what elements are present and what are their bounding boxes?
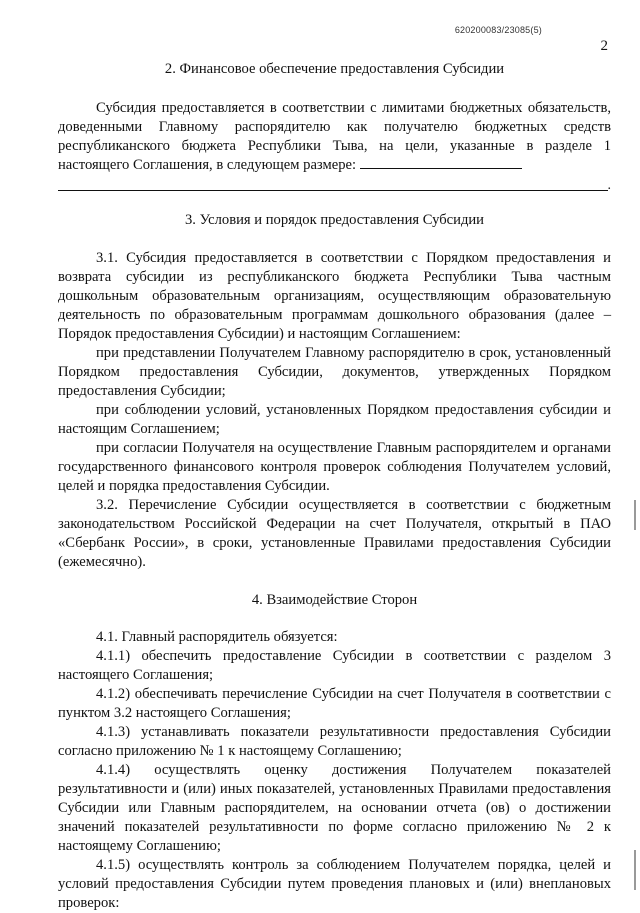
section-3-body (58, 249, 611, 572)
document-body (58, 60, 611, 913)
page-number: 2 (600, 38, 608, 54)
amount-blank-line (58, 175, 611, 195)
amount-blank-field (360, 156, 522, 169)
section-4-heading: 4. Взаимодействие Сторон (251, 592, 418, 608)
paragraph-3-2: 3.2. Перечисление Субсидии осуществляется в соответствии с бюджетным законодательством Российской Федерации на счет Получателя, открытый в ПАО «Сбербанк России», в сроки, установленные Правилами предоставления Субсидии (ежемесячно). (58, 497, 611, 570)
section-2-paragraph (58, 99, 611, 175)
paragraph-4-1-1: 4.1.1) обеспечить предоставление Субсидии в соответствии с разделом 3 настоящего Соглашения; (58, 648, 611, 683)
section-2-heading: 2. Финансовое обеспечение предоставления Субсидии (164, 61, 505, 77)
section-4-body (58, 628, 611, 913)
paragraph-4-1-5: 4.1.5) осуществлять контроль за соблюдением Получателем порядка, целей и условий предоставления Субсидии путем проведения плановых и (или) внеплановых проверок: (58, 857, 611, 911)
section-2-body (58, 99, 611, 195)
condition-consent: при согласии Получателя на осуществление Главным распорядителем и органами государственного финансового контроля проверок соблюдения Получателем условий, целей и порядка предоставления Субсидии. (58, 440, 611, 494)
condition-documents: при представлении Получателем Главному распорядителю в срок, установленный Порядком предоставления Субсидии, документов, утвержденных Порядком предоставления Субсидии; (58, 345, 611, 399)
document-code: 620200083/23085(5) (454, 25, 542, 35)
section-2-text: Субсидия предоставляется в соответствии с лимитами бюджетных обязательств, доведенными Главному распорядителю как получателю бюджетных средств республиканского бюджета Республики Тыва, на цели, указанные в разделе 1 настоящего Соглашения, в следующем размере: (58, 100, 611, 173)
paragraph-4-1-2: 4.1.2) обеспечивать перечисление Субсидии на счет Получателя в соответствии с пунктом 3.2 настоящего Соглашения; (58, 686, 611, 721)
condition-compliance: при соблюдении условий, установленных Порядком предоставления субсидии и настоящим Соглашением; (58, 402, 611, 437)
scan-edge-mark (634, 850, 636, 890)
amount-end-mark: . (607, 178, 611, 193)
paragraph-4-1-3: 4.1.3) устанавливать показатели результативности предоставления Субсидии согласно приложению № 1 к настоящему Соглашению; (58, 724, 611, 759)
paragraph-3-1: 3.1. Субсидия предоставляется в соответствии с Порядком предоставления и возврата субсидии из республиканского бюджета Республики Тыва частным дошкольным образовательным организациям, осуществляющим образовательную деятельность по образовательным программам дошкольного образования (далее – Порядок предоставления Субсидии) и настоящим Соглашением: (58, 250, 611, 342)
scan-edge-mark (634, 500, 636, 530)
amount-blank-rule (58, 190, 608, 191)
section-3-heading: 3. Условия и порядок предоставления Субсидии (185, 212, 484, 228)
paragraph-4-1-4: 4.1.4) осуществлять оценку достижения Получателем показателей результативности и (или) иных показателей, установленных Правилами предоставления Субсидии или Главным распорядителем, на основании отчета (ов) о достижении значений показателей результативности по форме согласно приложению № 2 к настоящему Соглашению; (58, 762, 611, 854)
paragraph-4-1: 4.1. Главный распорядитель обязуется: (96, 629, 338, 645)
